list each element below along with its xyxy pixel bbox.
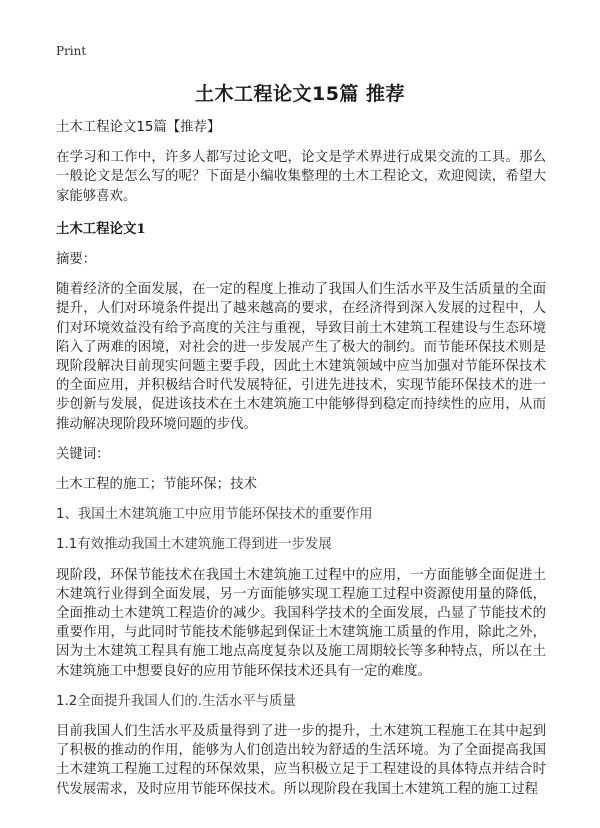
abstract-paragraph: 随着经济的全面发展，在一定的程度上推动了我国人们生活水平及生活质量的全面提升，人们对环境条件提出了越来越高的要求，在经济得到深入发展的过程中，人们对环境效益没有给予高度的关注与重视，导致目前土木建筑工程建设与生态环境陷入了两难的困境，对社会的进一步发展产生了极大的制约。而节能环保技术则是现阶段解决目前现实问题主要手段，因此土木建筑领域中应当加强对节能环保技术的全面应用，并积极结合时代发展特征，引进先进技术，实现节能环保技术的进一步创新与发展，促进该技术在土木建筑施工中能够得到稳定而持续性的应用，从而推动解决现阶段环境问题的步伐。 [56,282,546,432]
abstract-label: 摘要： [56,252,97,268]
keywords-text: 土木工程的施工；节能环保；技术 [56,477,257,493]
document-title: 土木工程论文15篇 推荐 [194,83,406,105]
heading-1-2: 1.2全面提升我国人们的.生活水平与质量 [56,693,296,709]
document-body [56,118,546,799]
keywords-label: 关键词： [56,446,110,462]
heading-1: 1、我国土木建筑施工中应用节能环保技术的重要作用 [56,507,373,523]
section-title: 土木工程论文1 [56,220,146,237]
intro-paragraph: 在学习和工作中，许多人都写过论文吧，论文是学术界进行成果交流的工具。那么一般论文是怎么写的呢？下面是小编收集整理的土木工程论文，欢迎阅读，希望大家能够喜欢。 [56,150,546,204]
paragraph-1-1: 现阶段，环保节能技术在我国土木建筑施工过程中的应用，一方面能够全面促进土木建筑行业得到全面发展，另一方面能够实现工程施工过程中资源使用量的降低，全面推动土木建筑工程造价的减少。我国科学技术的全面发展，凸显了节能技术的重要作用，与此同时节能技术能够起到保证土木建筑施工质量的作用，除此之外，因为土木建筑工程具有施工地点高度复杂以及施工周期较长等多种特点，所以在土木建筑施工中想要良好的应用节能环保技术还具有一定的难度。 [56,567,546,679]
paragraph-1-2: 目前我国人们生活水平及质量得到了进一步的提升，土木建筑工程施工在其中起到了积极的推动的作用，能够为人们创造出较为舒适的生活环境。为了全面提高我国土木建筑工程施工过程的环保效果，应当积极立足于工程建设的具体特点并结合时代发展需求，及时应用节能环保技术。所以现阶段在我国土木建筑工程的施工过程 [56,724,546,797]
print-label: Print [56,44,87,58]
heading-1-1: 1.1有效推动我国土木建筑施工得到进一步发展 [56,537,332,553]
document-subtitle: 土木工程论文15篇【推荐】 [56,120,221,135]
